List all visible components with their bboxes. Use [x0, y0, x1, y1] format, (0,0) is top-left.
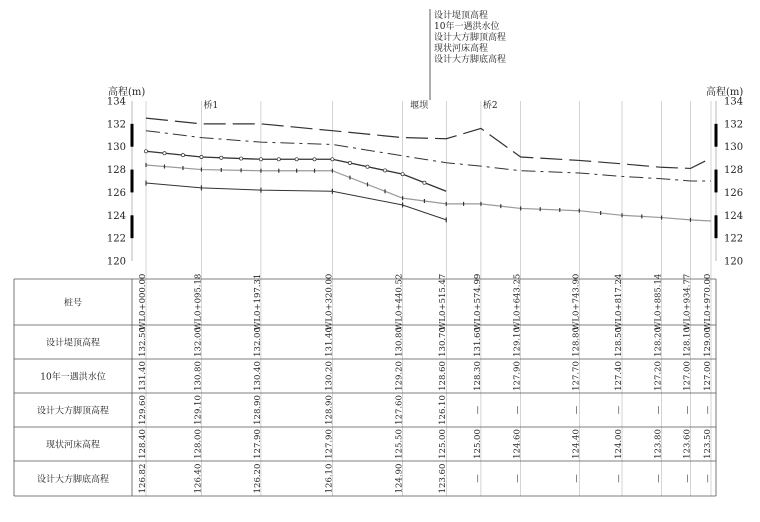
- series-marker: [332, 169, 333, 173]
- table-cell-value: —: [512, 474, 523, 483]
- y-tick-label-right: 126: [724, 187, 744, 199]
- table-cell-value: —: [653, 474, 664, 483]
- table-cell-value: 132.00: [252, 327, 263, 357]
- series-line: [146, 165, 711, 221]
- series-line: [146, 131, 711, 181]
- table-cell-value: 128.20: [653, 327, 664, 357]
- series-marker: [463, 202, 464, 206]
- table-cell-value: 127.40: [614, 361, 625, 391]
- y-axis-label-right: 高程(m): [706, 87, 744, 98]
- table-cell-value: 131.40: [324, 327, 335, 357]
- series-marker: [144, 150, 147, 153]
- series-marker: [201, 168, 202, 172]
- structure-label: 桥2: [482, 101, 498, 111]
- series-marker: [690, 218, 691, 222]
- table-cell-value: 125.50: [394, 429, 405, 459]
- y-tick-label-right: 128: [724, 165, 744, 177]
- series-marker: [621, 213, 622, 217]
- table-cell-value: —: [682, 405, 693, 415]
- series-marker: [220, 156, 223, 159]
- table-cell-value: 127.00: [682, 361, 693, 391]
- table-cell-value: 127.90: [512, 361, 523, 391]
- table-cell-value: 129.10: [193, 395, 204, 425]
- table-cell-value: 129.60: [138, 395, 148, 425]
- table-cell-value: 128.60: [438, 361, 449, 391]
- table-cell-value: 126.10: [324, 463, 335, 494]
- series-marker: [402, 203, 403, 208]
- y-tick-label-right: 130: [724, 142, 744, 154]
- table-cell-value: 129.10: [512, 327, 523, 357]
- table-cell-value: 124.00: [614, 429, 625, 459]
- table-cell-value: 126.10: [438, 395, 449, 425]
- y-tick-label-left: 134: [106, 96, 126, 108]
- plot-area: [144, 99, 711, 222]
- series-marker: [446, 202, 447, 206]
- table-row-header: 设计大方脚底高程: [36, 475, 110, 485]
- series-marker: [559, 208, 560, 212]
- table-cell-value: WL0+197.31: [252, 273, 263, 331]
- y-tick-label-right: 132: [724, 119, 744, 131]
- table-row-header: 设计大方脚顶高程: [36, 406, 110, 417]
- table-row-header: 10年一遇洪水位: [40, 372, 106, 383]
- series-marker: [424, 199, 425, 203]
- table-cell-value: 132.00: [193, 327, 204, 357]
- table-cell-value: 128.90: [252, 395, 263, 425]
- table-cell-value: 126.40: [193, 463, 204, 494]
- table-cell-value: 128.90: [324, 395, 335, 425]
- table-cell-value: 125.00: [472, 429, 483, 459]
- table-cell-value: 128.40: [138, 429, 148, 459]
- table-cell-value: 130.80: [193, 361, 204, 391]
- series-marker: [221, 168, 222, 172]
- table-cell-value: 131.40: [138, 361, 148, 391]
- table-cell-value: 124.40: [571, 429, 582, 459]
- series-marker: [579, 209, 580, 213]
- y-tick-label-right: 120: [724, 256, 744, 268]
- table-cell-value: WL0+817.24: [614, 273, 625, 331]
- table-cell-value: —: [703, 405, 713, 415]
- legend: [430, 9, 506, 100]
- series-marker: [480, 202, 481, 206]
- table-cell-value: 124.90: [394, 463, 405, 494]
- table-cell-value: 129.20: [394, 361, 405, 391]
- table-cell-value: 131.60: [472, 327, 483, 357]
- table-cell-value: 127.00: [703, 361, 713, 391]
- series-marker: [384, 189, 385, 193]
- series-marker: [163, 152, 166, 155]
- series-marker: [145, 163, 146, 167]
- legend-label: 10年一遇洪水位: [434, 22, 500, 32]
- table-cell-value: WL0+000.00: [138, 273, 148, 331]
- table-cell-value: 123.60: [682, 429, 693, 459]
- table-cell-value: —: [614, 405, 625, 415]
- table-cell-value: —: [571, 405, 582, 415]
- legend-label: 设计大方脚顶高程: [434, 33, 507, 43]
- series-marker: [296, 169, 297, 173]
- series-marker: [182, 166, 183, 170]
- series-line: [146, 118, 711, 168]
- series-marker: [314, 169, 315, 173]
- series-marker: [401, 173, 404, 176]
- y-axis-label-left: 高程(m): [108, 87, 146, 98]
- series-marker: [349, 176, 350, 180]
- table-cell-value: 127.20: [653, 361, 664, 391]
- table-cell-value: 126.20: [252, 463, 263, 494]
- y-tick-label-left: 128: [106, 165, 126, 177]
- table-cell-value: WL0+885.14: [653, 273, 664, 331]
- table-cell-value: WL0+320.00: [324, 273, 335, 331]
- series-marker: [348, 161, 351, 164]
- series-marker: [520, 206, 521, 210]
- table-cell-value: —: [653, 405, 664, 415]
- series-marker: [295, 158, 298, 161]
- y-tick-label-left: 130: [106, 142, 126, 154]
- table-cell-value: 127.60: [394, 395, 405, 425]
- series-marker: [367, 182, 368, 186]
- y-tick-label-left: 120: [106, 256, 126, 268]
- table-cell-value: 128.50: [614, 327, 625, 357]
- table-cell-value: —: [571, 474, 582, 483]
- structure-label: 桥1: [203, 101, 219, 111]
- series-marker: [200, 155, 203, 158]
- table-cell-value: 124.60: [512, 429, 523, 459]
- table-cell-value: 128.00: [193, 429, 204, 459]
- table-cell-value: 128.10: [682, 327, 693, 357]
- table-cell-value: 125.00: [438, 429, 449, 459]
- table-cell-value: 128.30: [472, 361, 483, 391]
- table-cell-value: 126.82: [138, 463, 148, 494]
- series-marker: [277, 158, 280, 161]
- y-tick-label-left: 132: [106, 119, 126, 131]
- table-cell-value: —: [472, 405, 483, 415]
- series-marker: [260, 169, 261, 173]
- series-marker: [239, 157, 242, 160]
- series-marker: [240, 168, 241, 172]
- series-marker: [600, 211, 601, 215]
- series-marker: [201, 185, 202, 190]
- legend-label: 设计大方脚底高程: [434, 55, 507, 65]
- table-cell-value: 130.40: [252, 361, 263, 391]
- series-marker: [260, 188, 261, 193]
- y-tick-label-right: 124: [724, 210, 744, 222]
- series-marker: [332, 189, 333, 194]
- y-tick-label-left: 124: [106, 210, 126, 222]
- y-tick-label-right: 122: [724, 233, 744, 245]
- table-cell-value: —: [682, 474, 693, 483]
- table-cell-value: —: [614, 474, 625, 483]
- table-cell-value: 130.80: [394, 327, 405, 357]
- table-cell-value: 127.70: [571, 361, 582, 391]
- table-cell-value: WL0+643.25: [512, 273, 523, 331]
- series-marker: [641, 214, 642, 218]
- legend-label: 设计堤顶高程: [434, 11, 489, 21]
- series-marker: [661, 216, 662, 220]
- table-cell-value: 128.80: [571, 327, 582, 357]
- table-cell-value: WL0+515.47: [438, 273, 449, 331]
- table-cell-value: 132.50: [138, 327, 148, 357]
- table-cell-value: —: [703, 474, 713, 483]
- table-cell-value: WL0+743.90: [571, 273, 582, 331]
- series-line: [146, 183, 446, 220]
- series-marker: [278, 169, 279, 173]
- table-cell-value: 130.70: [438, 327, 449, 357]
- series-marker: [331, 158, 334, 161]
- y-tick-label-right: 134: [724, 96, 744, 108]
- table-cell-value: —: [512, 405, 523, 415]
- series-marker: [181, 153, 184, 156]
- data-table: [14, 274, 716, 496]
- table-cell-value: 123.50: [703, 429, 713, 459]
- series-marker: [402, 196, 403, 200]
- series-marker: [366, 165, 369, 168]
- series-marker: [423, 181, 426, 184]
- table-cell-value: 127.90: [324, 429, 335, 459]
- y-tick-label-left: 122: [106, 233, 126, 245]
- station-gridlines: [146, 101, 711, 496]
- y-tick-label-left: 126: [106, 187, 126, 199]
- table-cell-value: WL0+970.00: [703, 273, 713, 331]
- table-cell-value: 130.20: [324, 361, 335, 391]
- table-cell-value: WL0+934.77: [682, 273, 693, 331]
- table-row-header: 桩号: [63, 298, 83, 309]
- series-marker: [500, 204, 501, 208]
- series-marker: [383, 169, 386, 172]
- series-marker: [145, 181, 146, 186]
- table-cell-value: WL0+574.99: [472, 273, 483, 331]
- series-marker: [446, 217, 447, 222]
- table-cell-value: 129.00: [703, 327, 713, 357]
- table-cell-value: WL0+095.18: [193, 273, 204, 331]
- series-marker: [259, 158, 262, 161]
- series-marker: [164, 165, 165, 169]
- series-marker: [313, 158, 316, 161]
- table-cell-value: —: [472, 474, 483, 483]
- table-cell-value: WL0+440.52: [394, 273, 405, 331]
- table-row-header: 现状河床高程: [45, 440, 101, 451]
- legend-label: 现状河床高程: [434, 44, 489, 54]
- table-row-header: 设计堤顶高程: [45, 338, 101, 349]
- table-cell-value: 123.80: [653, 429, 664, 459]
- structure-label: 堰坝: [410, 101, 429, 111]
- table-cell-value: 127.90: [252, 429, 263, 459]
- series-marker: [540, 207, 541, 211]
- table-cell-value: 123.60: [438, 463, 449, 494]
